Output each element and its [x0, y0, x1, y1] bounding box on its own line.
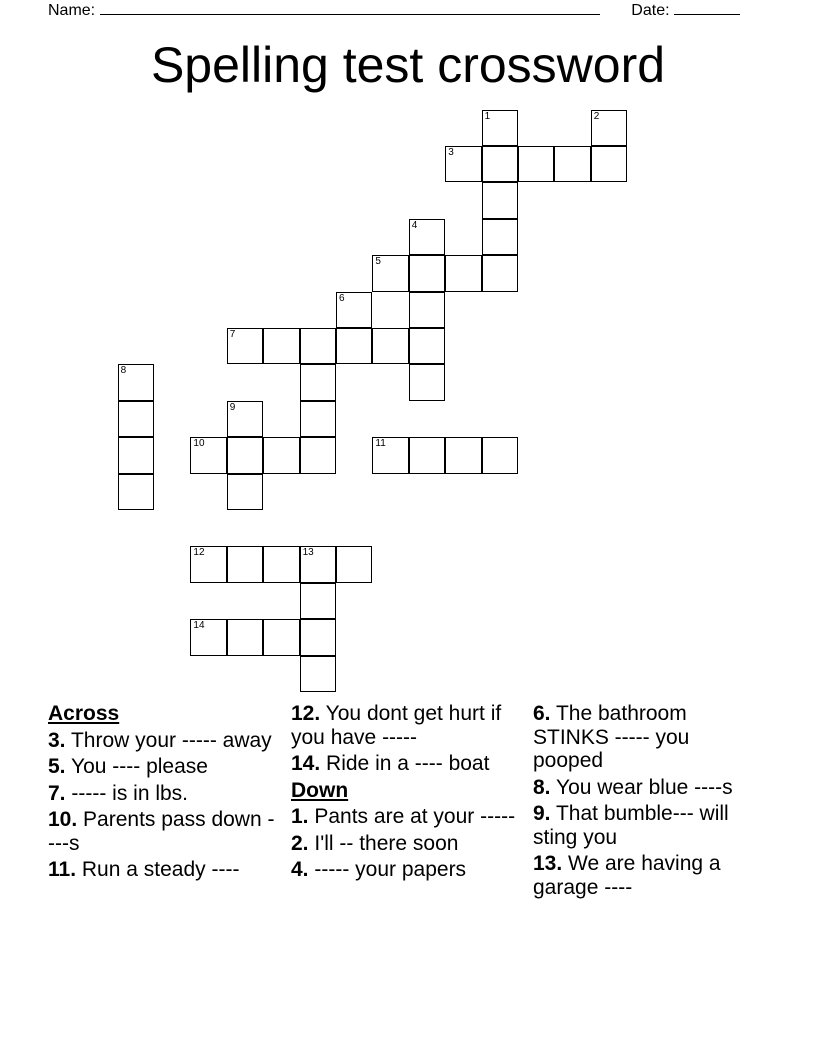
crossword-cell[interactable] — [554, 146, 590, 182]
crossword-cell[interactable] — [409, 292, 445, 328]
crossword-cell[interactable] — [227, 546, 263, 582]
date-label: Date: — [631, 2, 670, 19]
crossword-cell[interactable] — [300, 619, 336, 655]
crossword-cell[interactable] — [300, 546, 336, 582]
crossword-cell[interactable] — [372, 255, 408, 291]
crossword-cell[interactable] — [300, 656, 336, 692]
crossword-cell[interactable] — [372, 437, 408, 473]
across-heading: Across — [48, 702, 120, 725]
crossword-cell[interactable] — [118, 401, 154, 437]
clue-across-5: 5. You ---- please — [48, 755, 208, 778]
clue-down-4: 4. ----- your papers — [291, 858, 467, 881]
page-title: Spelling test crossword — [150, 37, 666, 93]
crossword-cell[interactable] — [482, 219, 518, 255]
crossword-cell[interactable] — [591, 146, 627, 182]
crossword-cell[interactable] — [118, 364, 154, 400]
clue-number: 7 — [229, 329, 236, 340]
down-heading: Down — [291, 778, 349, 802]
crossword-cell[interactable] — [482, 182, 518, 218]
crossword-cell[interactable] — [482, 146, 518, 182]
clue-down-8: 8. You wear blue ----s — [533, 775, 733, 799]
crossword-cell[interactable] — [263, 546, 299, 582]
crossword-cell[interactable] — [118, 474, 154, 510]
clues-column-2 — [291, 702, 523, 885]
crossword-cell[interactable] — [482, 437, 518, 473]
clues-column-3 — [533, 702, 765, 902]
crossword-cell[interactable] — [336, 328, 372, 364]
crossword-cell[interactable] — [300, 401, 336, 437]
clue-number: 3 — [448, 147, 454, 158]
clue-number: 9 — [229, 401, 236, 413]
clue-number: 5 — [375, 256, 381, 268]
crossword-cell[interactable] — [591, 110, 627, 146]
crossword-cell[interactable] — [190, 546, 226, 582]
clue-number: 1 — [484, 110, 491, 122]
clue-number: 12 — [193, 547, 205, 559]
crossword-cell[interactable] — [190, 619, 226, 655]
clues-column-1 — [48, 702, 280, 885]
crossword-cell[interactable] — [482, 110, 518, 146]
clue-number: 10 — [193, 438, 205, 450]
clue-down-13: 13. We are having a garage ---- — [533, 852, 721, 899]
crossword-cell[interactable] — [227, 401, 263, 437]
crossword-cell[interactable] — [409, 364, 445, 400]
crossword-cell[interactable] — [372, 328, 408, 364]
crossword-cell[interactable] — [190, 437, 226, 473]
crossword-cell[interactable] — [227, 474, 263, 510]
clue-down-2: 2. I'll -- there soon — [291, 831, 459, 855]
clue-down-9: 9. That bumble--- will sting you — [533, 802, 729, 849]
crossword-cell[interactable] — [409, 437, 445, 473]
crossword-cell[interactable] — [300, 437, 336, 473]
clue-down-6: 6. The bathroom STINKS ----- you pooped — [533, 702, 690, 772]
clue-number: 13 — [302, 547, 314, 559]
clue-across-11: 11. Run a steady ---- — [48, 858, 240, 881]
crossword-cell[interactable] — [336, 546, 372, 582]
clue-across-12: 12. You dont get hurt if you have ----- — [291, 702, 502, 749]
crossword-cell[interactable] — [300, 364, 336, 400]
crossword-cell[interactable] — [518, 146, 554, 182]
crossword-cell[interactable] — [227, 437, 263, 473]
clue-number: 6 — [339, 292, 345, 304]
clue-across-3: 3. Throw your ----- away — [48, 728, 272, 752]
crossword-cell[interactable] — [336, 292, 372, 328]
clue-number: 8 — [120, 365, 127, 377]
crossword-cell[interactable] — [482, 255, 518, 291]
crossword-cell[interactable] — [445, 146, 481, 182]
clue-number: 2 — [593, 110, 600, 122]
crossword-cell[interactable] — [300, 583, 336, 619]
crossword-cell[interactable] — [409, 328, 445, 364]
clue-across-10: 10. Parents pass down ----s — [48, 808, 275, 855]
clue-number: 11 — [375, 438, 386, 450]
clue-across-14: 14. Ride in a ---- boat — [291, 752, 490, 775]
clue-down-1: 1. Pants are at your ----- — [291, 805, 516, 828]
clue-number: 4 — [411, 219, 418, 231]
crossword-cell[interactable] — [227, 328, 263, 364]
crossword-cell[interactable] — [263, 437, 299, 473]
crossword-cell[interactable] — [409, 219, 445, 255]
crossword-cell[interactable] — [263, 328, 299, 364]
crossword-cell[interactable] — [445, 255, 481, 291]
crossword-cell[interactable] — [300, 328, 336, 364]
crossword-cell[interactable] — [445, 437, 481, 473]
crossword-cell[interactable] — [118, 437, 154, 473]
clue-across-7: 7. ----- is in lbs. — [48, 781, 189, 805]
clue-number: 14 — [193, 620, 205, 632]
crossword-cell[interactable] — [263, 619, 299, 655]
crossword-cell[interactable] — [227, 619, 263, 655]
name-label: Name: — [48, 2, 96, 19]
crossword-cell[interactable] — [409, 255, 445, 291]
